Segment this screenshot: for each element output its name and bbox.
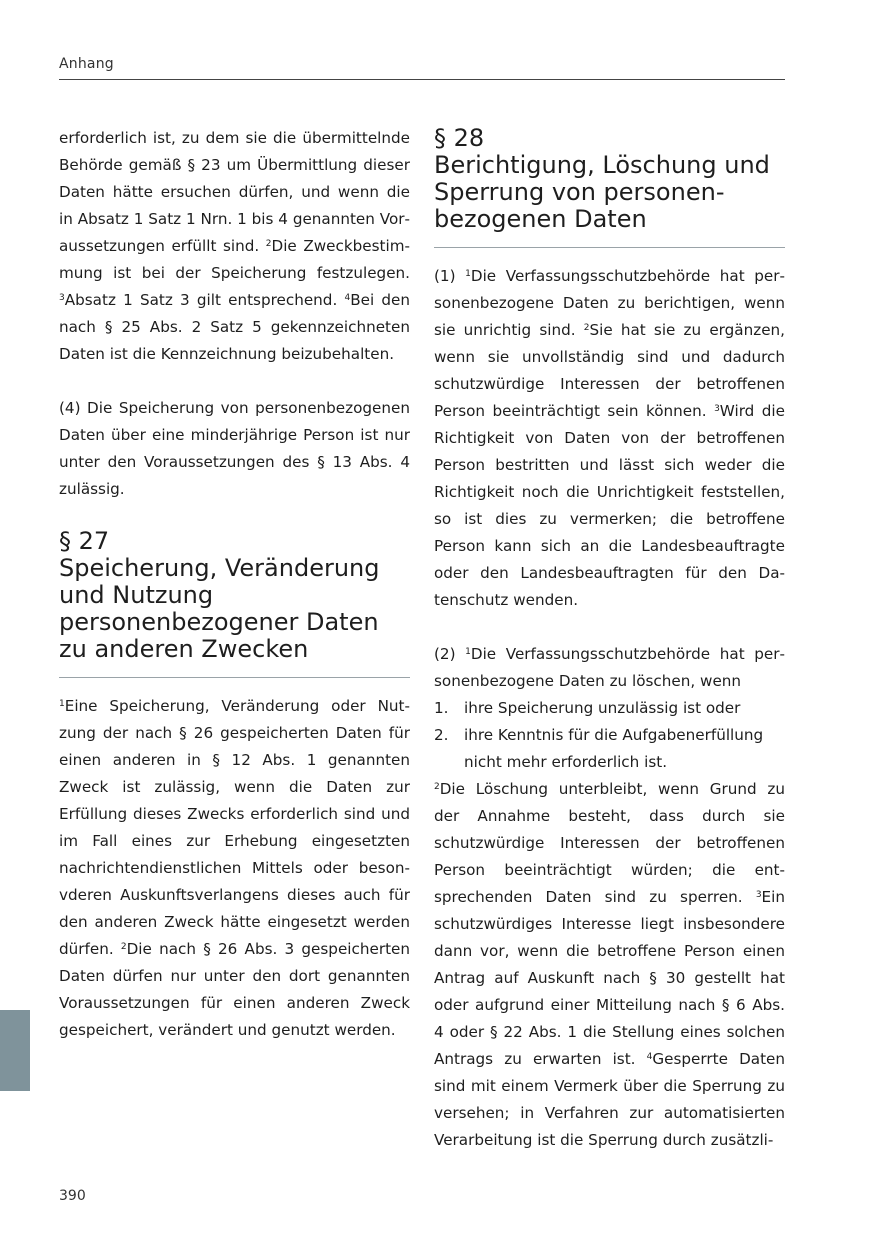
section-28-paragraph-2-continued: $^2$Die Löschung unterbleibt, wenn Grund zu der Annahme besteht, dass durch sie schutzwürdige Interessen der betroffenen Person beeinträchtigt würden; die entsprechenden Daten sind zu sperren. $^3$Ein schutzwürdiges Interesse liegt insbesondere dann vor, wenn die betroffene Person einen Antrag auf Auskunft nach § 30 gestellt hat oder aufgrund einer Mitteilung nach § 6 Abs. 4 oder § 22 Abs. 1 die Stellung eines solchen Antrags zu erwarten ist. $^4$Gesperrte Daten sind mit einem Vermerk über die Sperrung zu versehen; in Verfahren zur automatisierten Verarbeitung ist die Sperrung durch zusätzli- [434, 780, 785, 1149]
section-28-number: § 28 [434, 124, 485, 152]
section-27-body: $^1$Eine Speicherung, Veränderung oder Nutzung der nach § 26 gespeicherten Daten für einen anderen in § 12 Abs. 1 genannten Zweck ist zulässig, wenn die Daten zur Erfüllung dieses Zwecks erforderlich sind und im Fall eines zur Erhebung eingesetzten nachrichtendienstlichen Mittels oder besonvderen Auskunftsverlangens dieses auch für den anderen Zweck hätte eingesetzt werden dürfen. $^2$Die nach § 26 Abs. 3 gespeicherten Daten dürfen nur unter den dort genannten Voraussetzungen für einen anderen Zweck gespeichert, verändert und genutzt werden. [59, 697, 411, 1039]
deletion-conditions-list [434, 695, 785, 776]
list-item: 1. ihre Speicherung unzulässig ist oder [434, 699, 741, 717]
chapter-side-tab [0, 1010, 30, 1091]
section-28-paragraph-2: (2) $^1$Die Verfassungsschutzbehörde hat personenbezogene Daten zu löschen, wenn [434, 645, 785, 690]
section-27-number: § 27 [59, 527, 110, 555]
section-27-rule [59, 677, 410, 678]
list-item: 2. ihre Kenntnis für die Aufgabenerfüllung nicht mehr erforderlich ist. [434, 726, 764, 771]
page-number: 390 [59, 1188, 86, 1204]
right-column [434, 125, 785, 1154]
section-28-title: Berichtigung, Löschung und Sperrung von personenbezogenen Daten [434, 151, 770, 233]
section-28-paragraph-1: (1) $^1$Die Verfassungsschutzbehörde hat personenbezogene Daten zu berichtigen, wenn sie unrichtig sind. $^2$Sie hat sie zu ergänzen, wenn sie unvollständig sind und dadurch schutzwürdige Interessen der betroffenen Person beeinträchtigt sein können. $^3$Wird die Richtigkeit von Daten von der betroffenen Person bestritten und lässt sich weder die Richtigkeit noch die Unrichtigkeit feststellen, so ist dies zu vermerken; die betroffene Person kann sich an die Landesbeauftragte oder den Landesbeauftragten für den Datenschutz wenden. [434, 267, 785, 609]
paragraph-4: (4) Die Speicherung von personenbezogenen Daten über eine minderjährige Person ist nur unter den Voraussetzungen des § 13 Abs. 4 zulässig. [59, 399, 410, 498]
header-rule [59, 79, 785, 80]
section-27-title: Speicherung, Veränderung und Nutzung personenbezogener Daten zu anderen Zwecken [59, 554, 380, 663]
paragraph-continuation: erforderlich ist, zu dem sie die übermittelnde Behörde gemäß § 23 um Übermittlung dieser Daten hätte ersuchen dürfen, und wenn die in Absatz 1 Satz 1 Nrn. 1 bis 4 genannten Voraussetzungen erfüllt sind. $^2$Die Zweckbestimmung ist bei der Speicherung festzulegen. $^3$Absatz 1 Satz 3 gilt entsprechend. $^4$Bei den nach § 25 Abs. 2 Satz 5 gekennzeichneten Daten ist die Kennzeichnung beizubehalten. [59, 129, 410, 363]
left-column [59, 125, 410, 1044]
running-head: Anhang [59, 56, 114, 72]
section-28-rule [434, 247, 785, 248]
